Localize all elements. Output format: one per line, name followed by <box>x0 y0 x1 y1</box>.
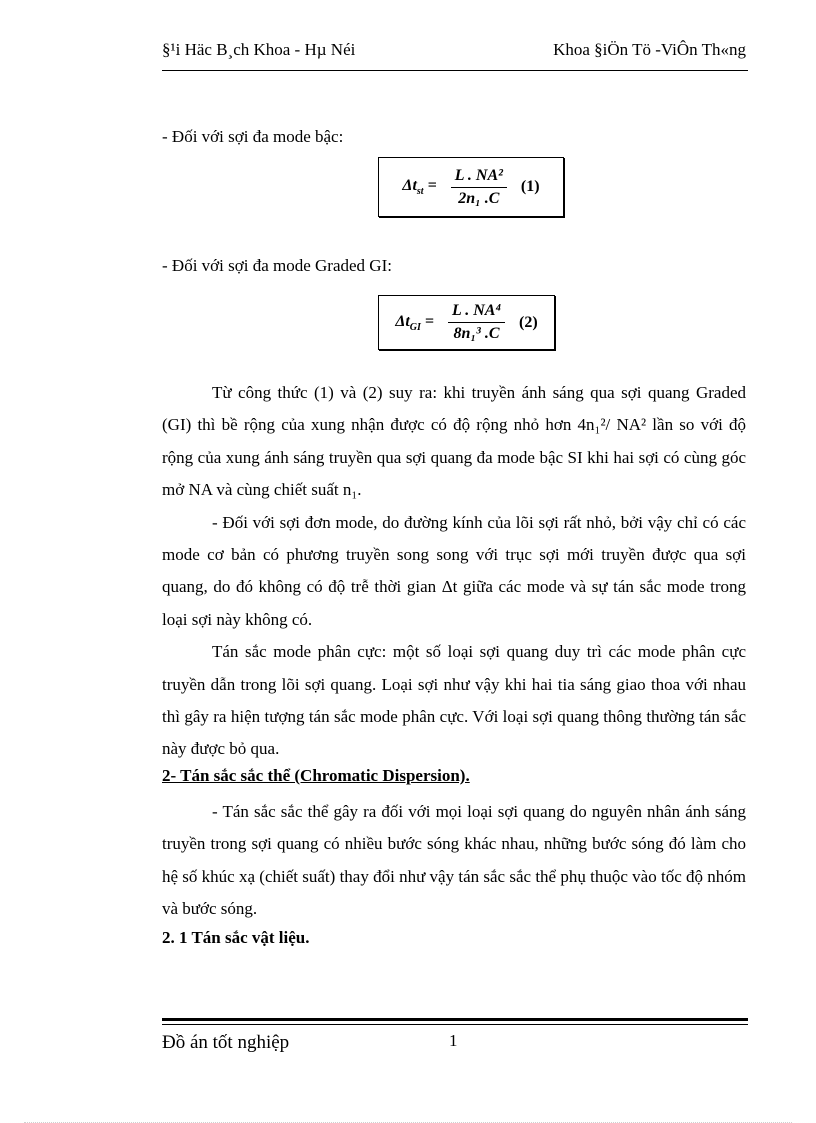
header-right: Khoa §iÖn Tö -ViÔn Th«ng <box>553 40 746 59</box>
formula-2-denominator: 8n₁³ .C <box>453 325 500 342</box>
formula-1-numerator: L . NA² <box>451 167 507 188</box>
footer-title: Đồ án tốt nghiệp <box>162 1032 290 1053</box>
header-rule <box>162 70 748 71</box>
formula-2-lhs: $\Delta t_{GI}$ = <box>395 312 435 333</box>
formula-1-lhs: $\Delta t_{st}$ = <box>402 177 437 197</box>
header-left: §¹i Häc B¸ch Khoa - Hµ Néi <box>162 40 356 59</box>
page-number: 1 <box>449 1031 458 1050</box>
paragraph-single-mode: - Đối với sợi đơn mode, do đường kính của lõi sợi rất nhỏ, bởi vậy chỉ có các mode cơ bản có phương truyền song song với trục sợi mới truyền được qua sợi quang, do đó không có độ trễ thời gian Δt giữa các mode và sự tán sắc mode trong loại sợi này không có. <box>162 512 746 629</box>
heading-chromatic-dispersion: 2- Tán sắc sắc thể (Chromatic Dispersion). <box>162 766 470 785</box>
body-block-1 <box>162 377 746 766</box>
heading-material-dispersion: 2. 1 Tán sắc vật liệu. <box>162 928 310 947</box>
formula-2-fraction <box>448 302 505 343</box>
paragraph-comparison: Từ công thức (1) và (2) suy ra: khi truyền ánh sáng qua sợi quang Graded (GI) thì bề rộng của xung nhận được có độ rộng nhỏ hơn 4n₁²/ NA² lần so với độ rộng của xung ánh sáng truyền qua sợi quang đa mode bậc SI khi hai sợi có cùng góc mở NA và cùng chiết suất n₁. <box>162 383 746 500</box>
formula-1-fraction <box>451 167 507 208</box>
formula-2-box <box>378 295 555 350</box>
formula-1-denominator: 2n₁ .C <box>458 189 500 207</box>
intro-step-index: - Đối với sợi đa mode bậc: <box>162 127 344 146</box>
footer-rule-thick <box>162 1018 748 1021</box>
body-block-2 <box>162 796 746 926</box>
footer-rule-thin <box>162 1024 748 1025</box>
paragraph-polarization: Tán sắc mode phân cực: một số loại sợi quang duy trì các mode phân cực truyền dẫn trong lõi sợi quang. Loại sợi như vậy khi hai tia sáng giao thoa với nhau thì gây ra hiện tượng tán sắc mode phân cực. Với loại sợi quang thông thường tán sắc này được bỏ qua. <box>162 642 746 759</box>
intro-graded-index: - Đối với sợi đa mode Graded GI: <box>162 256 392 275</box>
formula-2-label: (2) <box>519 313 538 331</box>
formula-1-box <box>378 157 564 217</box>
paragraph-chromatic: - Tán sắc sắc thể gây ra đối với mọi loại sợi quang do nguyên nhân ánh sáng truyền trong sợi quang có nhiều bước sóng khác nhau, những bước sóng đó làm cho hệ số khúc xạ (chiết suất) thay đổi như vậy tán sắc sắc thể phụ thuộc vào tốc độ nhóm và bước sóng. <box>162 802 746 919</box>
formula-1-label: (1) <box>520 178 540 195</box>
formula-2-numerator: L . NA⁴ <box>448 302 505 323</box>
